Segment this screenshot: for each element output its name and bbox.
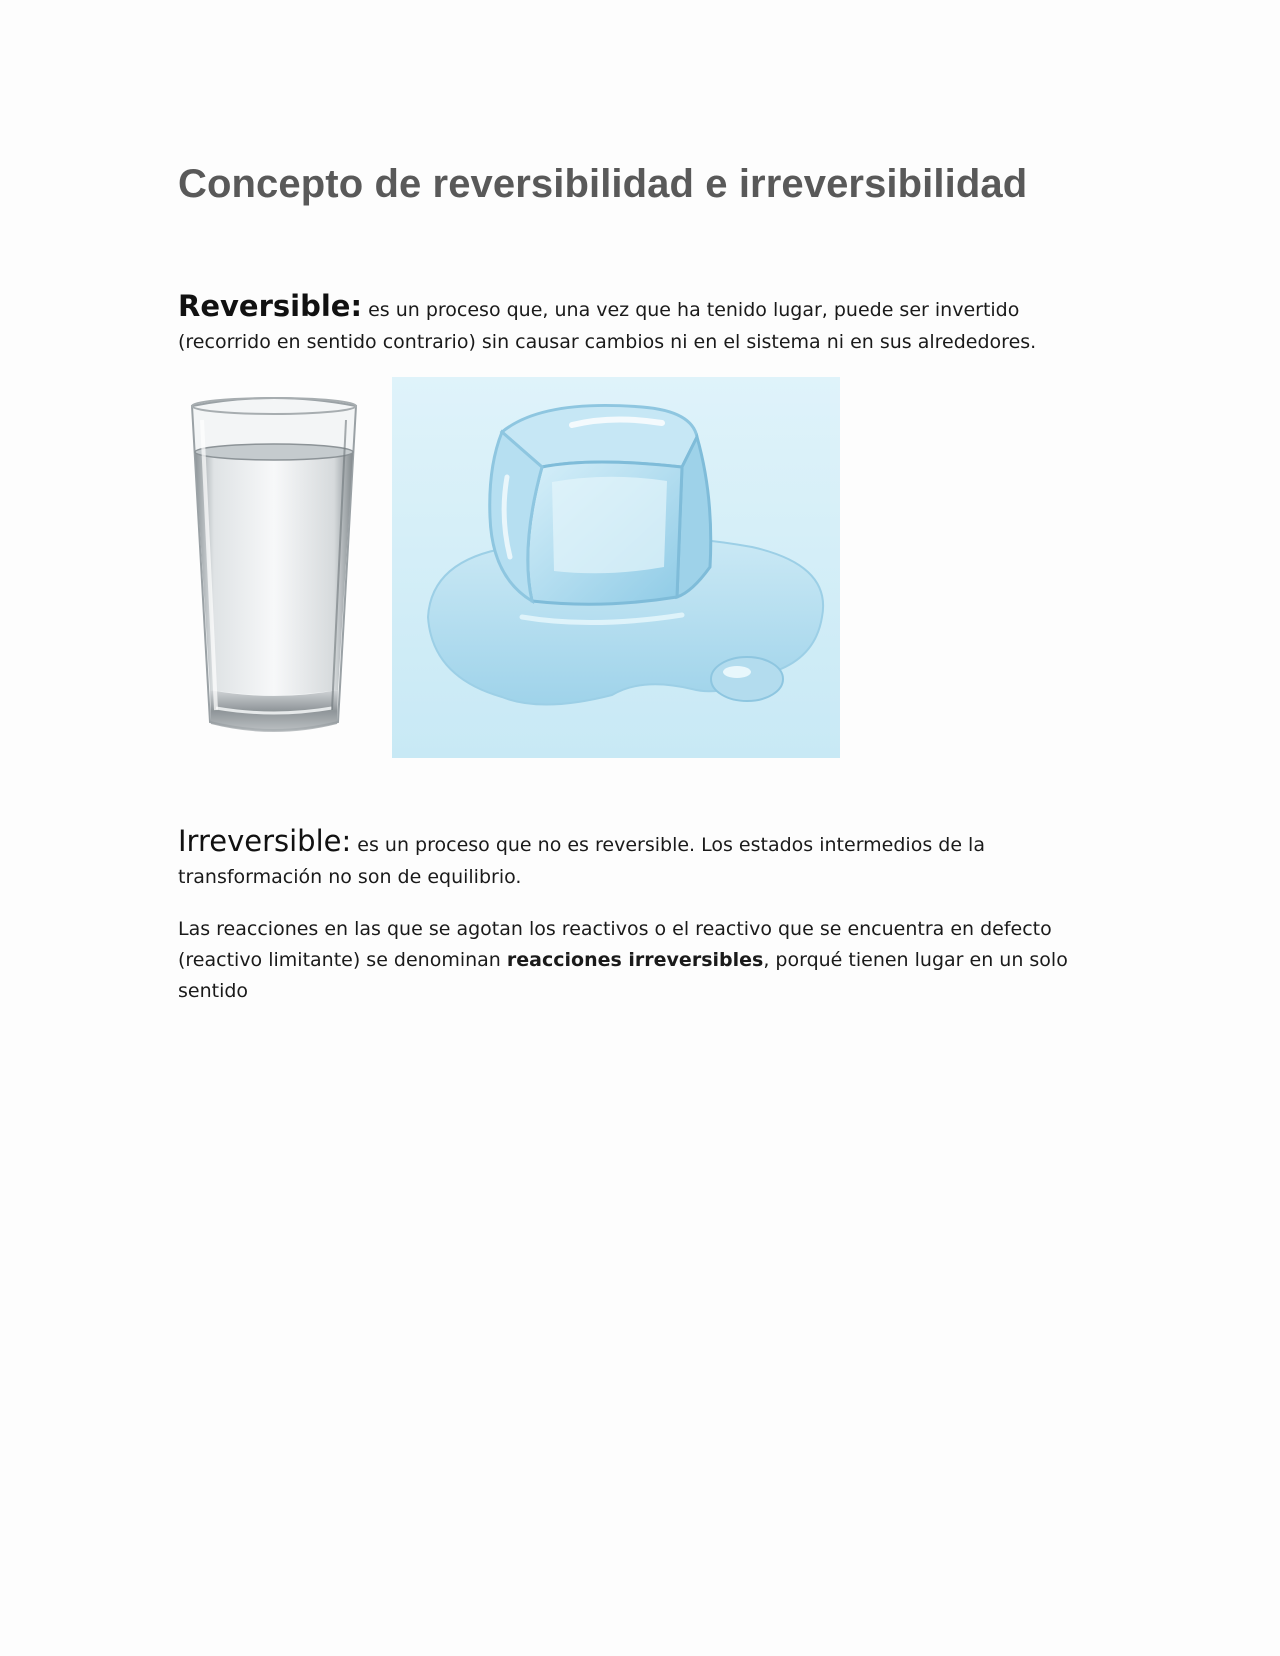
reactions-bold-term: reacciones irreversibles: [506, 949, 764, 971]
reversible-paragraph: [178, 290, 1118, 358]
irreversible-definition: es un proceso que no es reversible. Los estados intermedios de la transformación no son de equilibrio.: [178, 834, 985, 888]
irreversible-term: Irreversible:: [178, 824, 352, 858]
irreversible-paragraph: [178, 825, 1118, 893]
reactions-text-before: Las reacciones en las que se agotan los reactivos o el reactivo que se encuentra en defecto (reactivo limitante) se denominan: [178, 918, 1052, 971]
reversible-term: Reversible:: [178, 289, 363, 323]
reversible-definition: es un proceso que, una vez que ha tenido lugar, puede ser invertido (recorrido en sentido contrario) sin causar cambios ni en el sistema ni en sus alrededores.: [178, 299, 1037, 353]
reactions-text-after: , porqué tienen lugar en un solo sentido: [178, 949, 1068, 1002]
page-title: Concepto de reversibilidad e irreversibilidad: [178, 162, 1028, 206]
melting-ice-cube-image: [392, 377, 840, 758]
water-glass-image: [186, 390, 362, 750]
reactions-paragraph: [178, 914, 1118, 1007]
